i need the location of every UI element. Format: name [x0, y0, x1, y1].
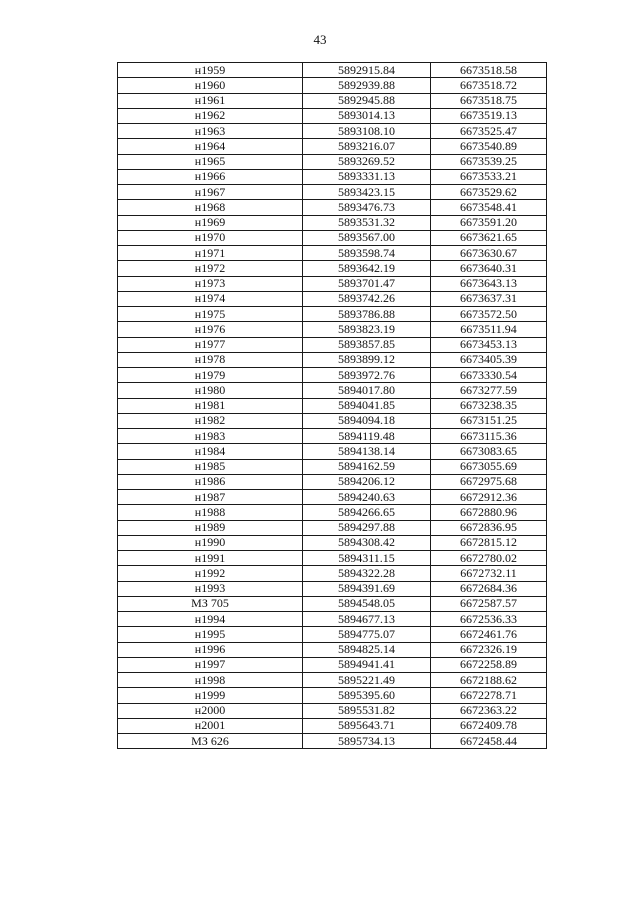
y-coordinate-cell: 6672536.33: [431, 612, 547, 627]
x-coordinate-cell: 5893423.15: [303, 185, 431, 200]
x-coordinate-cell: 5893972.76: [303, 368, 431, 383]
table-row: [118, 261, 547, 276]
y-coordinate-cell: 6672461.76: [431, 627, 547, 642]
point-name-cell: н1963: [118, 124, 303, 139]
point-name-cell: н1964: [118, 139, 303, 154]
table-row: [118, 642, 547, 657]
x-coordinate-cell: 5893823.19: [303, 322, 431, 337]
point-name-cell: н1999: [118, 688, 303, 703]
x-coordinate-cell: 5892915.84: [303, 63, 431, 78]
table-row: [118, 200, 547, 215]
x-coordinate-cell: 5895531.82: [303, 703, 431, 718]
point-name-cell: н1996: [118, 642, 303, 657]
table-row: [118, 215, 547, 230]
table-row: [118, 352, 547, 367]
y-coordinate-cell: 6672732.11: [431, 566, 547, 581]
x-coordinate-cell: 5893531.32: [303, 215, 431, 230]
table-row: [118, 108, 547, 123]
table-row: [118, 322, 547, 337]
x-coordinate-cell: 5893567.00: [303, 230, 431, 245]
x-coordinate-cell: 5895643.71: [303, 718, 431, 733]
x-coordinate-cell: 5894017.80: [303, 383, 431, 398]
y-coordinate-cell: 6673548.41: [431, 200, 547, 215]
table-row: [118, 276, 547, 291]
table-row: [118, 474, 547, 489]
x-coordinate-cell: 5894041.85: [303, 398, 431, 413]
y-coordinate-cell: 6673277.59: [431, 383, 547, 398]
x-coordinate-cell: 5893476.73: [303, 200, 431, 215]
x-coordinate-cell: 5894391.69: [303, 581, 431, 596]
table-row: [118, 368, 547, 383]
point-name-cell: н1981: [118, 398, 303, 413]
table-row: [118, 718, 547, 733]
table-row: [118, 337, 547, 352]
y-coordinate-cell: 6672258.89: [431, 657, 547, 672]
point-name-cell: н1992: [118, 566, 303, 581]
table-row: [118, 246, 547, 261]
x-coordinate-cell: 5894240.63: [303, 490, 431, 505]
y-coordinate-cell: 6673630.67: [431, 246, 547, 261]
x-coordinate-cell: 5893786.88: [303, 307, 431, 322]
x-coordinate-cell: 5894138.14: [303, 444, 431, 459]
table-row: [118, 596, 547, 611]
point-name-cell: н1965: [118, 154, 303, 169]
table-row: [118, 383, 547, 398]
x-coordinate-cell: 5892939.88: [303, 78, 431, 93]
y-coordinate-cell: 6673572.50: [431, 307, 547, 322]
table-row: [118, 139, 547, 154]
y-coordinate-cell: 6673083.65: [431, 444, 547, 459]
x-coordinate-cell: 5893014.13: [303, 108, 431, 123]
y-coordinate-cell: 6672587.57: [431, 596, 547, 611]
table-row: [118, 169, 547, 184]
y-coordinate-cell: 6673591.20: [431, 215, 547, 230]
y-coordinate-cell: 6673518.72: [431, 78, 547, 93]
y-coordinate-cell: 6673115.36: [431, 429, 547, 444]
point-name-cell: н1960: [118, 78, 303, 93]
y-coordinate-cell: 6672684.36: [431, 581, 547, 596]
point-name-cell: н1980: [118, 383, 303, 398]
point-name-cell: н1990: [118, 535, 303, 550]
point-name-cell: н1968: [118, 200, 303, 215]
point-name-cell: н1962: [118, 108, 303, 123]
point-name-cell: н1986: [118, 474, 303, 489]
table-row: [118, 612, 547, 627]
point-name-cell: н1959: [118, 63, 303, 78]
point-name-cell: н1994: [118, 612, 303, 627]
x-coordinate-cell: 5893642.19: [303, 261, 431, 276]
table-row: [118, 429, 547, 444]
y-coordinate-cell: 6673533.21: [431, 169, 547, 184]
x-coordinate-cell: 5894548.05: [303, 596, 431, 611]
y-coordinate-cell: 6673525.47: [431, 124, 547, 139]
x-coordinate-cell: 5893331.13: [303, 169, 431, 184]
x-coordinate-cell: 5894677.13: [303, 612, 431, 627]
x-coordinate-cell: 5894162.59: [303, 459, 431, 474]
x-coordinate-cell: 5894825.14: [303, 642, 431, 657]
point-name-cell: н1974: [118, 291, 303, 306]
point-name-cell: н1987: [118, 490, 303, 505]
y-coordinate-cell: 6673621.65: [431, 230, 547, 245]
table-row: [118, 505, 547, 520]
table-row: [118, 657, 547, 672]
point-name-cell: н1972: [118, 261, 303, 276]
x-coordinate-cell: 5893216.07: [303, 139, 431, 154]
table-row: [118, 535, 547, 550]
y-coordinate-cell: 6673453.13: [431, 337, 547, 352]
table-row: [118, 93, 547, 108]
y-coordinate-cell: 6673529.62: [431, 185, 547, 200]
x-coordinate-cell: 5894297.88: [303, 520, 431, 535]
point-name-cell: н1995: [118, 627, 303, 642]
table-row: [118, 185, 547, 200]
point-name-cell: н1973: [118, 276, 303, 291]
x-coordinate-cell: 5893701.47: [303, 276, 431, 291]
y-coordinate-cell: 6673511.94: [431, 322, 547, 337]
point-name-cell: н1998: [118, 673, 303, 688]
y-coordinate-cell: 6673518.58: [431, 63, 547, 78]
x-coordinate-cell: 5895221.49: [303, 673, 431, 688]
x-coordinate-cell: 5892945.88: [303, 93, 431, 108]
x-coordinate-cell: 5895734.13: [303, 734, 431, 749]
y-coordinate-cell: 6672409.78: [431, 718, 547, 733]
point-name-cell: н1985: [118, 459, 303, 474]
x-coordinate-cell: 5894206.12: [303, 474, 431, 489]
point-name-cell: н1982: [118, 413, 303, 428]
y-coordinate-cell: 6672815.12: [431, 535, 547, 550]
table-row: [118, 413, 547, 428]
x-coordinate-cell: 5894308.42: [303, 535, 431, 550]
x-coordinate-cell: 5893269.52: [303, 154, 431, 169]
x-coordinate-cell: 5894094.18: [303, 413, 431, 428]
coordinates-table-body: [118, 63, 547, 749]
y-coordinate-cell: 6673055.69: [431, 459, 547, 474]
point-name-cell: н1961: [118, 93, 303, 108]
x-coordinate-cell: 5893598.74: [303, 246, 431, 261]
table-row: [118, 398, 547, 413]
point-name-cell: н2000: [118, 703, 303, 718]
point-name-cell: н1975: [118, 307, 303, 322]
point-name-cell: н1993: [118, 581, 303, 596]
x-coordinate-cell: 5894322.28: [303, 566, 431, 581]
point-name-cell: н1969: [118, 215, 303, 230]
point-name-cell: н1997: [118, 657, 303, 672]
y-coordinate-cell: 6672975.68: [431, 474, 547, 489]
x-coordinate-cell: 5893108.10: [303, 124, 431, 139]
y-coordinate-cell: 6673519.13: [431, 108, 547, 123]
x-coordinate-cell: 5894119.48: [303, 429, 431, 444]
table-row: [118, 78, 547, 93]
point-name-cell: н1976: [118, 322, 303, 337]
x-coordinate-cell: 5894266.65: [303, 505, 431, 520]
y-coordinate-cell: 6673643.13: [431, 276, 547, 291]
table-row: [118, 703, 547, 718]
table-row: [118, 63, 547, 78]
x-coordinate-cell: 5894311.15: [303, 551, 431, 566]
x-coordinate-cell: 5894941.41: [303, 657, 431, 672]
point-name-cell: н1991: [118, 551, 303, 566]
y-coordinate-cell: 6672458.44: [431, 734, 547, 749]
coordinates-table: [117, 62, 547, 749]
point-name-cell: н1983: [118, 429, 303, 444]
point-name-cell: н1988: [118, 505, 303, 520]
y-coordinate-cell: 6673405.39: [431, 352, 547, 367]
y-coordinate-cell: 6672188.62: [431, 673, 547, 688]
table-row: [118, 490, 547, 505]
table-row: [118, 734, 547, 749]
y-coordinate-cell: 6673238.35: [431, 398, 547, 413]
point-name-cell: н1966: [118, 169, 303, 184]
table-row: [118, 551, 547, 566]
point-name-cell: н1978: [118, 352, 303, 367]
y-coordinate-cell: 6672363.22: [431, 703, 547, 718]
table-row: [118, 566, 547, 581]
y-coordinate-cell: 6673151.25: [431, 413, 547, 428]
point-name-cell: н1971: [118, 246, 303, 261]
table-row: [118, 230, 547, 245]
y-coordinate-cell: 6673518.75: [431, 93, 547, 108]
x-coordinate-cell: 5893742.26: [303, 291, 431, 306]
table-row: [118, 444, 547, 459]
y-coordinate-cell: 6672880.96: [431, 505, 547, 520]
table-row: [118, 459, 547, 474]
y-coordinate-cell: 6672278.71: [431, 688, 547, 703]
point-name-cell: МЗ 626: [118, 734, 303, 749]
x-coordinate-cell: 5894775.07: [303, 627, 431, 642]
y-coordinate-cell: 6672912.36: [431, 490, 547, 505]
page-number: 43: [313, 32, 327, 47]
table-row: [118, 307, 547, 322]
x-coordinate-cell: 5893899.12: [303, 352, 431, 367]
x-coordinate-cell: 5893857.85: [303, 337, 431, 352]
y-coordinate-cell: 6672326.19: [431, 642, 547, 657]
point-name-cell: н1967: [118, 185, 303, 200]
table-row: [118, 154, 547, 169]
y-coordinate-cell: 6673637.31: [431, 291, 547, 306]
y-coordinate-cell: 6673539.25: [431, 154, 547, 169]
table-row: [118, 627, 547, 642]
table-row: [118, 124, 547, 139]
y-coordinate-cell: 6672836.95: [431, 520, 547, 535]
point-name-cell: н1970: [118, 230, 303, 245]
table-row: [118, 688, 547, 703]
point-name-cell: н1979: [118, 368, 303, 383]
y-coordinate-cell: 6673330.54: [431, 368, 547, 383]
point-name-cell: н2001: [118, 718, 303, 733]
table-row: [118, 291, 547, 306]
y-coordinate-cell: 6673540.89: [431, 139, 547, 154]
table-row: [118, 520, 547, 535]
table-row: [118, 673, 547, 688]
point-name-cell: н1977: [118, 337, 303, 352]
y-coordinate-cell: 6673640.31: [431, 261, 547, 276]
point-name-cell: н1989: [118, 520, 303, 535]
x-coordinate-cell: 5895395.60: [303, 688, 431, 703]
table-row: [118, 581, 547, 596]
point-name-cell: МЗ 705: [118, 596, 303, 611]
point-name-cell: н1984: [118, 444, 303, 459]
y-coordinate-cell: 6672780.02: [431, 551, 547, 566]
